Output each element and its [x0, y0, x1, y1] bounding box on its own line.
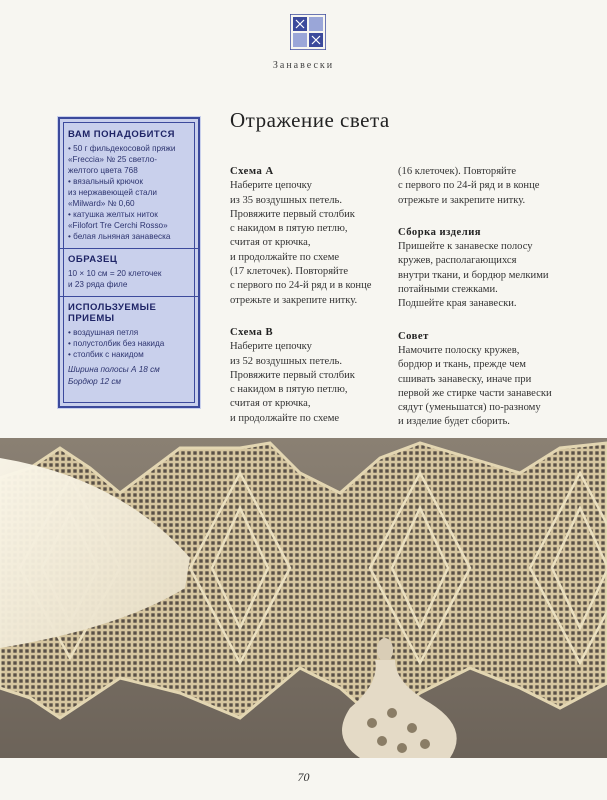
- scheme-a-block: [230, 165, 400, 308]
- materials-line: «Milward» № 0,60: [68, 199, 135, 208]
- materials-line: «Filofort Tre Cerchi Rosso»: [68, 221, 168, 230]
- technique-line: • полустолбик без накида: [68, 339, 165, 348]
- technique-line: • воздушная петля: [68, 328, 139, 337]
- sidebar-divider: [60, 296, 198, 297]
- tip-text: Намочите полоску кружев, бордюр и ткань, прежде чем сшивать занавеску, иначе при первой же стирке части занавески сядут (уменьшатся) по-разному и изделие будет сборить.: [398, 344, 552, 428]
- scheme-b-continued-text: (16 клеточек). Повторяйте с первого по 24-й ряд и в конце отрежьте и закрепите нитку.: [398, 166, 540, 206]
- scheme-b-block: [230, 326, 400, 426]
- materials-line: • 50 г фильдекосовой пряжи: [68, 144, 176, 153]
- lace-curtain-photo: [0, 438, 607, 758]
- tip-heading: Совет: [398, 330, 429, 342]
- techniques-heading: ИСПОЛЬЗУЕМЫЕ ПРИЕМЫ: [68, 302, 157, 324]
- assembly-text: Пришейте к занавеске полосу кружев, располагающихся внутри ткани, и бордюр мелкими потайными стежками. Подшейте края занавески.: [398, 241, 549, 310]
- sidebar-divider: [60, 248, 198, 249]
- materials-line: • белая льняная занавеска: [68, 232, 171, 241]
- materials-line: из нержавеющей стали: [68, 188, 157, 197]
- gauge-line: и 23 ряда филе: [68, 280, 128, 289]
- materials-line: желтого цвета 768: [68, 166, 138, 175]
- technique-line: • столбик с накидом: [68, 350, 144, 359]
- materials-sidebar: [58, 117, 200, 408]
- materials-heading: ВАМ ПОНАДОБИТСЯ: [68, 129, 175, 140]
- text-column-left: [230, 165, 400, 444]
- book-logo-icon: [290, 14, 326, 50]
- width-note: Ширина полосы А 18 см: [68, 365, 160, 374]
- border-note: Бордюр 12 см: [68, 377, 122, 386]
- page-title: Отражение света: [230, 108, 390, 132]
- scheme-b-text: Наберите цепочку из 52 воздушных петель. Провяжите первый столбик с накидом в пятую петлю, считая от крючка, и продолжайте по схеме: [230, 341, 355, 424]
- scheme-b-continued-block: [398, 165, 568, 208]
- assembly-block: [398, 226, 568, 312]
- text-column-right: [398, 165, 568, 448]
- page-number: 70: [297, 770, 310, 784]
- section-title: Занавески: [272, 60, 335, 71]
- scheme-b-heading: Схема В: [230, 326, 274, 338]
- scheme-a-text: Наберите цепочку из 35 воздушных петель. Провяжите первый столбик с накидом в пятую петлю, считая от крючка, и продолжайте по схеме (17 клеточек). Повторяйте с первого по 24-й ряд и в конце отрежьте и закрепите нитку.: [230, 180, 372, 306]
- assembly-heading: Сборка изделия: [398, 226, 482, 238]
- materials-line: • катушка желтых ниток: [68, 210, 158, 219]
- tip-block: [398, 330, 568, 430]
- gauge-heading: ОБРАЗЕЦ: [68, 254, 118, 265]
- materials-line: «Freccia» № 25 светло-: [68, 155, 158, 164]
- materials-line: • вязальный крючок: [68, 177, 143, 186]
- gauge-line: 10 × 10 см = 20 клеточек: [68, 269, 162, 278]
- scheme-a-heading: Схема А: [230, 166, 274, 177]
